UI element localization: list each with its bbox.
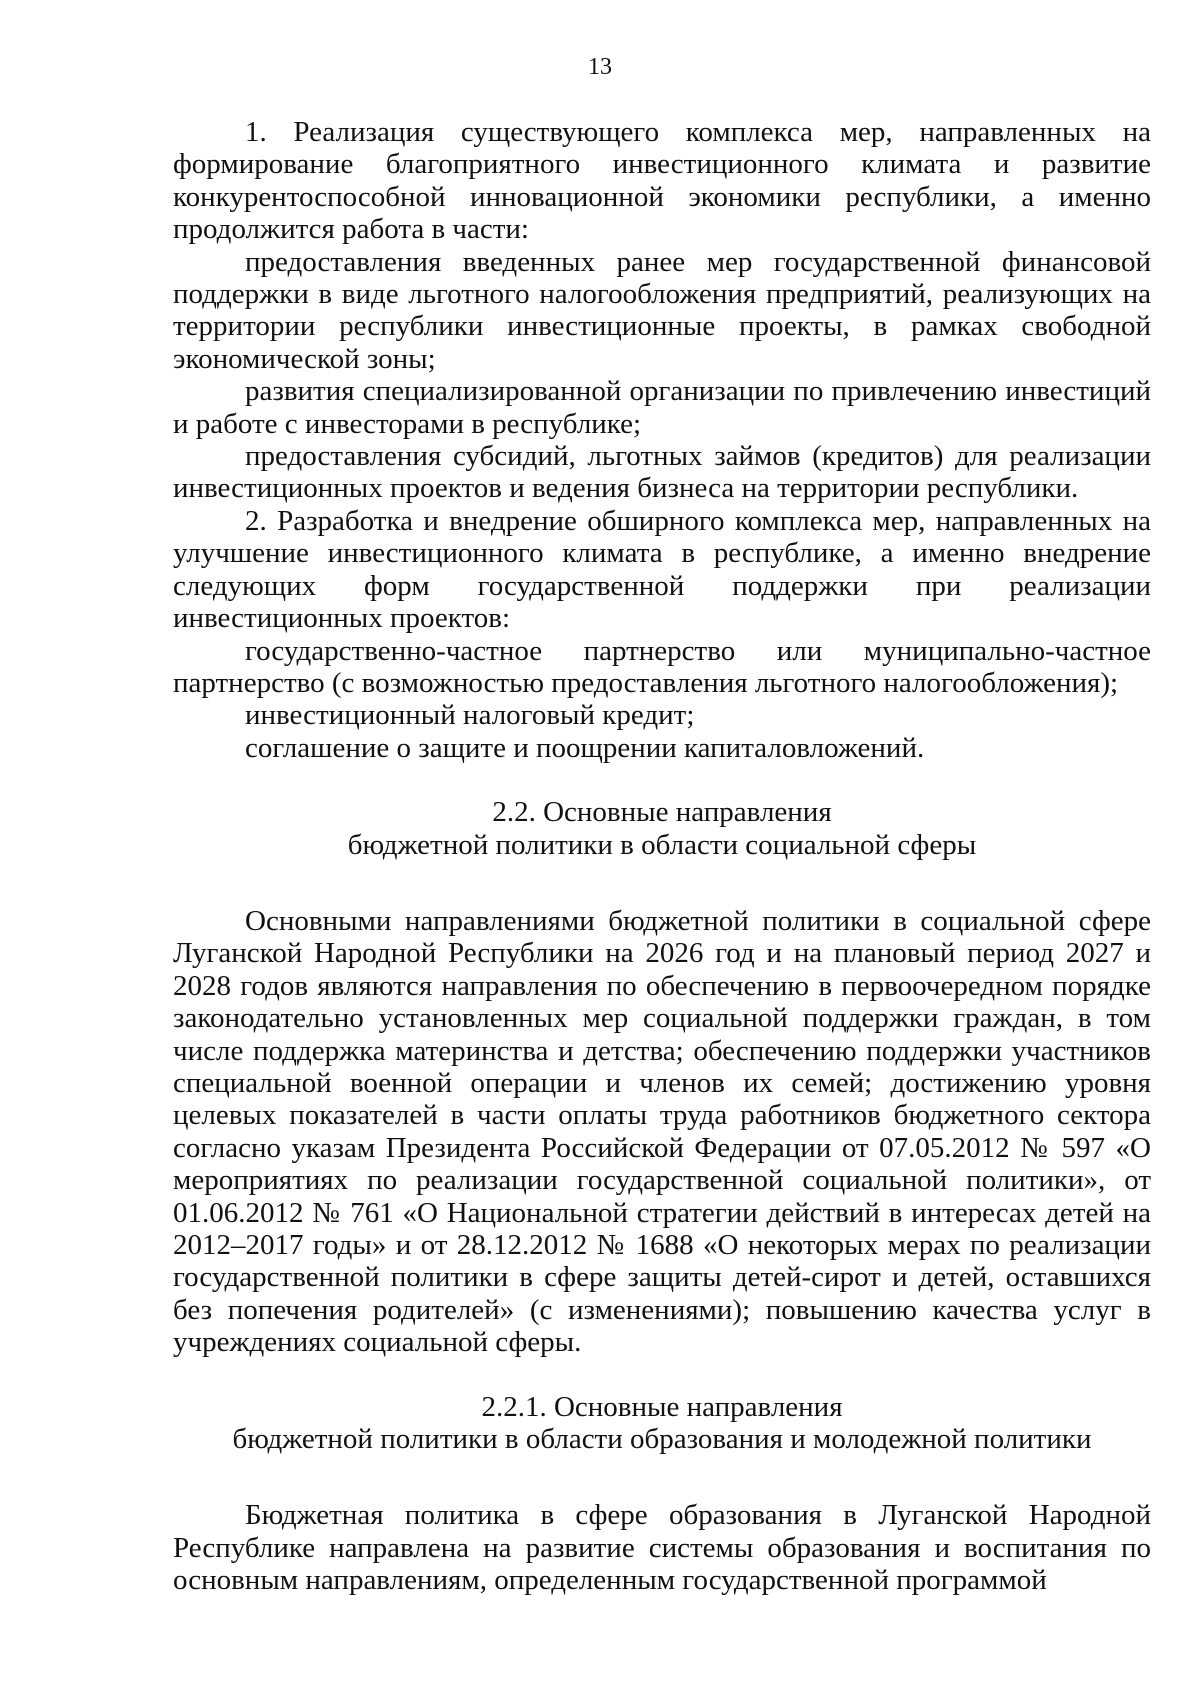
section-heading-2-2 — [173, 796, 1151, 861]
section-heading-2-2-line2: бюджетной политики в области социальной сферы — [347, 828, 977, 861]
section-heading-2-2-1-line1: 2.2.1. Основные направления — [481, 1390, 843, 1423]
document-body — [173, 116, 1151, 1597]
paragraph-partnership: государственно-частное партнерство или муниципально-частное партнерство (с возможностью предоставления льготного налогообложения); — [173, 634, 1151, 699]
paragraph-investment-organization: развития специализированной организации по привлечению инвестиций и работе с инвесторами в республике; — [173, 375, 1151, 440]
page-number: 13 — [588, 54, 612, 80]
paragraph-subsidies: предоставления субсидий, льготных займов (кредитов) для реализации инвестиционных проектов и ведения бизнеса на территории республики. — [173, 440, 1151, 505]
section-heading-2-2-1 — [173, 1391, 1151, 1456]
paragraph-measures-1: 1. Реализация существующего комплекса мер, направленных на формирование благоприятного инвестиционного климата и развитие конкурентоспособной инновационной экономики республики, а именно продолжится работа в части: — [173, 116, 1151, 246]
section-heading-2-2-1-line2: бюджетной политики в области образования и молодежной политики — [232, 1423, 1092, 1456]
section-heading-2-2-line1: 2.2. Основные направления — [492, 796, 832, 829]
paragraph-social-policy: Основными направлениями бюджетной политики в социальной сфере Луганской Народной Республики на 2026 год и на плановый период 2027 и 2028 годов являются направления по обеспечению в первоочередном порядке законодательно установленных мер социальной поддержки граждан, в том числе поддержка материнства и детства; обеспечению поддержки участников специальной военной операции и членов их семей; достижению уровня целевых показателей в части оплаты труда работников бюджетного сектора согласно указам Президента Российской Федерации от 07.05.2012 № 597 «О мероприятиях по реализации государственной социальной политики», от 01.06.2012 № 761 «О Национальной стратегии действий в интересах детей на 2012–2017 годы» и от 28.12.2012 № 1688 «О некоторых мерах по реализации государственной политики в сфере защиты детей-сирот и детей, оставшихся без попечения родителей» (с изменениями); повышению качества услуг в учреждениях социальной сферы. — [173, 904, 1151, 1359]
paragraph-financial-support: предоставления введенных ранее мер государственной финансовой поддержки в виде льготного налогообложения предприятий, реализующих на территории республики инвестиционные проекты, в рамках свободной экономической зоны; — [173, 245, 1151, 375]
paragraph-tax-credit: инвестиционный налоговый кредит; — [245, 699, 695, 732]
paragraph-education-policy: Бюджетная политика в сфере образования в Луганской Народной Республике направлена на развитие системы образования и воспитания по основным направлениям, определенным государственной программой — [173, 1499, 1151, 1597]
paragraph-measures-2: 2. Разработка и внедрение обширного комплекса мер, направленных на улучшение инвестиционного климата в республике, а именно внедрение следующих форм государственной поддержки при реализации инвестиционных проектов: — [173, 504, 1151, 635]
paragraph-capital-agreement: соглашение о защите и поощрении капиталовложений. — [245, 731, 925, 764]
